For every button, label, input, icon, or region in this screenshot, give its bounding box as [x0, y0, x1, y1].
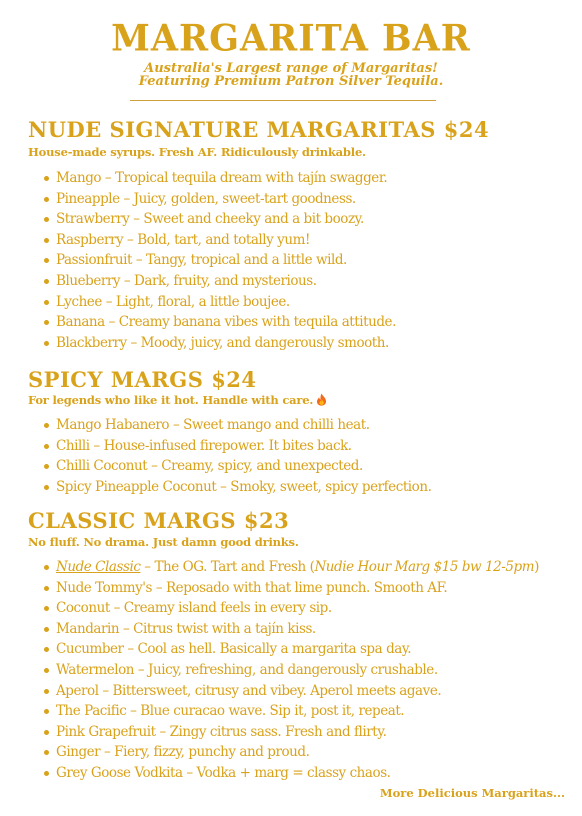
- tagline-line-1: Australia's Largest range of Margaritas!: [144, 61, 438, 76]
- list-item: Blackberry – Moody, juicy, and dangerously smooth.: [42, 333, 396, 354]
- list-item: Chilli Coconut – Creamy, spicy, and unexpected.: [42, 456, 431, 477]
- signature-list: [42, 168, 396, 353]
- list-item: Cucumber – Cool as hell. Basically a margarita spa day.: [42, 639, 539, 660]
- list-item: Aperol – Bittersweet, citrusy and vibey. Aperol meets agave.: [42, 681, 539, 702]
- tagline-line-2: Featuring Premium Patron Silver Tequila.: [138, 74, 444, 89]
- list-item: Pink Grapefruit – Zingy citrus sass. Fresh and flirty.: [42, 722, 539, 743]
- list-item: Spicy Pineapple Coconut – Smoky, sweet, spicy perfection.: [42, 477, 431, 498]
- spicy-section-title: SPICY MARGS $24: [28, 367, 257, 392]
- list-item: Nude Classic – The OG. Tart and Fresh (Nudie Hour Marg $15 bw 12-5pm): [42, 557, 539, 578]
- list-item: The Pacific – Blue curacao wave. Sip it, post it, repeat.: [42, 701, 539, 722]
- classic-section-title: CLASSIC MARGS $23: [28, 508, 290, 533]
- list-item: Strawberry – Sweet and cheeky and a bit boozy.: [42, 209, 396, 230]
- list-item: Blueberry – Dark, fruity, and mysterious.: [42, 271, 396, 292]
- spicy-section-subtitle: For legends who like it hot. Handle with care.: [28, 393, 314, 407]
- list-item: Ginger – Fiery, fizzy, punchy and proud.: [42, 742, 539, 763]
- classic-section-subtitle: No fluff. No drama. Just damn good drinks.: [28, 535, 299, 549]
- list-item: Banana – Creamy banana vibes with tequila attitude.: [42, 312, 396, 333]
- header-divider: [130, 100, 436, 101]
- list-item: Mango Habanero – Sweet mango and chilli heat.: [42, 415, 431, 436]
- nudie-hour-note: Nudie Hour Marg $15 bw 12-5pm: [314, 559, 535, 575]
- page-title: MARGARITA BAR: [111, 16, 471, 60]
- more-margaritas-link[interactable]: More Delicious Margaritas...: [379, 786, 565, 800]
- list-item: Watermelon – Juicy, refreshing, and dangerously crushable.: [42, 660, 539, 681]
- list-item: Mandarin – Citrus twist with a tajín kiss.: [42, 619, 539, 640]
- list-item: Coconut – Creamy island feels in every sip.: [42, 598, 539, 619]
- list-item: Grey Goose Vodkita – Vodka + marg = classy chaos.: [42, 763, 539, 784]
- list-item: Mango – Tropical tequila dream with tajín swagger.: [42, 168, 396, 189]
- spicy-section-subtitle-row: [28, 393, 327, 407]
- fire-icon: [316, 393, 327, 406]
- list-item: Pineapple – Juicy, golden, sweet-tart goodness.: [42, 189, 396, 210]
- list-item: Nude Tommy's – Reposado with that lime punch. Smooth AF.: [42, 578, 539, 599]
- list-item: Chilli – House-infused firepower. It bites back.: [42, 436, 431, 457]
- spicy-list: [42, 415, 431, 497]
- list-item: Passionfruit – Tangy, tropical and a little wild.: [42, 250, 396, 271]
- signature-section-title: NUDE SIGNATURE MARGARITAS $24: [28, 117, 490, 142]
- list-item: Raspberry – Bold, tart, and totally yum!: [42, 230, 396, 251]
- classic-list: [42, 557, 539, 784]
- signature-section-subtitle: House-made syrups. Fresh AF. Ridiculously drinkable.: [28, 145, 366, 159]
- nude-classic-link[interactable]: Nude Classic: [56, 559, 141, 575]
- list-item: Lychee – Light, floral, a little boujee.: [42, 292, 396, 313]
